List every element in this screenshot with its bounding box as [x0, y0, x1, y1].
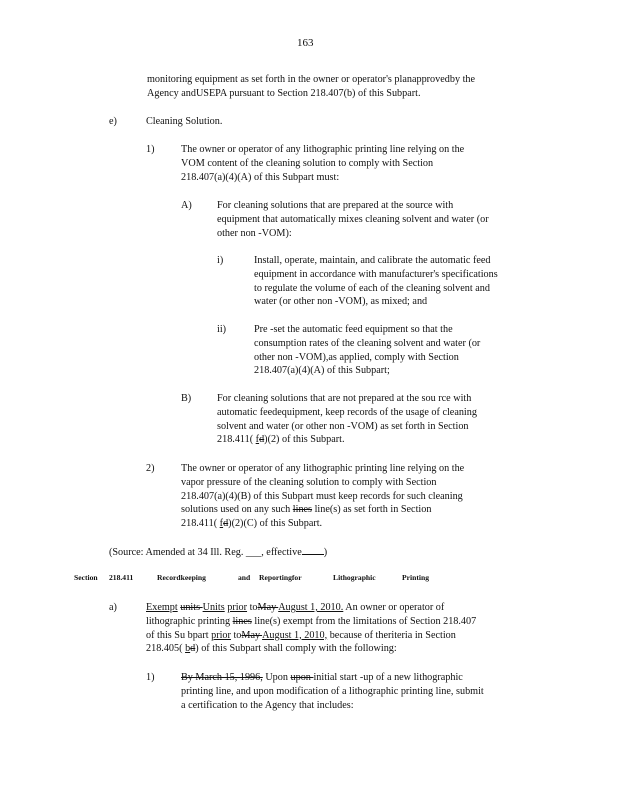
item-ii-label: ii) [217, 324, 227, 335]
text-line: Pre -set the automatic feed equipment so that the [254, 324, 453, 335]
text-line: solvent and water (or other non -VOM) as set forth in Section [217, 420, 469, 432]
paragraph-e-title: Cleaning Solution. [146, 116, 223, 127]
text-line: For cleaning solutions that are prepared at the source with [217, 200, 454, 211]
deleted-text: upon [290, 672, 314, 683]
text-line [146, 642, 476, 656]
deleted-text: By March 15, 1996, [181, 672, 263, 683]
subsection-a1-label: 1) [146, 672, 155, 683]
text-line [217, 433, 477, 447]
text-run: )(2) of this Subpart. [264, 434, 345, 446]
inserted-text: f [255, 434, 260, 446]
paragraph-a-label: a) [109, 602, 117, 613]
text-line: other non -VOM),as applied, comply with Section [254, 351, 459, 363]
intro-paragraph [147, 73, 475, 101]
paragraph-a-text [146, 601, 476, 656]
inserted-text: August 1, 2010, [262, 629, 328, 641]
text-line [181, 517, 464, 531]
deleted-text: May [257, 602, 279, 613]
text-line [146, 601, 476, 615]
text-line: other non -VOM): [217, 227, 292, 239]
text-run: to [247, 602, 258, 613]
source-text: (Source: Amended at 34 Ill. Reg. ___, effective [109, 547, 302, 558]
text-run: line(s) as set forth in Section [312, 504, 432, 516]
text-line [181, 503, 464, 517]
text-run: initial start -up of a new lithographic [313, 672, 463, 683]
text-run: because of theriteria in Section [327, 629, 456, 641]
text-line [181, 671, 484, 685]
text-line: 218.407(a)(4)(A) of this Subpart; [254, 365, 390, 377]
subsection-2-text [181, 462, 464, 531]
section-title-word: Printing [402, 573, 430, 582]
text-line [146, 629, 476, 643]
text-line: a certification to the Agency that includes: [181, 699, 354, 711]
inserted-text: August 1, 2010. [278, 602, 344, 613]
date-blank [302, 545, 324, 555]
section-label: Section [74, 573, 98, 582]
text-line [146, 615, 476, 629]
text-run: to [230, 629, 242, 641]
text-line: monitoring equipment as set forth in the owner or operator's planapprovedby the [147, 74, 476, 85]
inserted-text: Units [202, 602, 225, 613]
subsection-2-label: 2) [146, 463, 155, 474]
deleted-text: d [223, 518, 229, 530]
text-line: equipment in accordance with manufacturer's specifications [254, 268, 498, 280]
deleted-text: lines [232, 615, 252, 627]
text-line: to regulate the volume of each of the cleaning solvent and [254, 282, 490, 294]
paragraph-e-label: e) [109, 116, 117, 127]
text-line: VOM content of the cleaning solution to comply with Section [181, 157, 434, 169]
text-line: For cleaning solutions that are not prepared at the sou rce with [217, 393, 472, 404]
subsection-B-label: B) [181, 393, 192, 404]
section-title-word: Recordkeeping [157, 573, 206, 582]
deleted-text: May [241, 629, 263, 641]
text-run: 218.411( [181, 518, 220, 530]
subsection-1-text [181, 143, 464, 184]
text-run: 218.411( [217, 434, 256, 446]
subsection-1-label: 1) [146, 144, 155, 155]
section-title-word: Lithographic [333, 573, 376, 582]
text-line: consumption rates of the cleaning solvent and water (or [254, 337, 481, 349]
text-line: 218.407(a)(4)(B) of this Subpart must keep records for such cleaning [181, 490, 463, 502]
text-run: ) of this Subpart shall comply with the following: [195, 643, 397, 655]
text-line: water (or other non -VOM), as mixed; and [254, 296, 428, 308]
subsection-B-text [217, 392, 477, 447]
inserted-text: b [185, 643, 191, 655]
text-line: 218.407(a)(4)(A) of this Subpart must: [181, 171, 340, 183]
text-run: lithographic printing [146, 615, 233, 627]
text-line: The owner or operator of any lithographic printing line relying on the [181, 144, 465, 155]
item-i-text [254, 254, 498, 309]
text-run: 218.405( [146, 643, 186, 655]
text-run: solutions used on any such [181, 504, 293, 516]
text-run: of this Su bpart [146, 629, 212, 641]
text-line: printing line, and upon modification of a lithographic printing line, submit [181, 685, 484, 697]
deleted-text: d [190, 643, 196, 655]
text-run: line(s) exempt from the limitations of Section 218.407 [251, 615, 477, 627]
deleted-text: units [180, 602, 203, 613]
inserted-text: prior [211, 629, 231, 641]
section-title-word: and [238, 573, 251, 582]
text-line: vapor pressure of the cleaning solution to comply with Section [181, 476, 437, 488]
text-line: Install, operate, maintain, and calibrate the automatic feed [254, 255, 491, 266]
inserted-text: prior [227, 602, 248, 613]
section-number: 218.411 [109, 573, 134, 582]
text-line: equipment that automatically mixes cleaning solvent and water (or [217, 213, 489, 225]
deleted-text: d [259, 434, 265, 446]
subsection-A-label: A) [181, 200, 192, 211]
subsection-a1-text [181, 671, 484, 712]
item-ii-text [254, 323, 480, 378]
text-line: automatic feedequipment, keep records of the usage of cleaning [217, 406, 477, 418]
page-number: 163 [297, 37, 314, 49]
item-i-label: i) [217, 255, 224, 266]
text-run: )(2)(C) of this Subpart. [228, 518, 323, 530]
text-line: The owner or operator of any lithographic printing line relying on the [181, 463, 465, 474]
inserted-text: f [219, 518, 224, 530]
text-line: Agency andUSEPA pursuant to Section 218.407(b) of this Subpart. [147, 87, 421, 99]
text-run: An owner or operator of [343, 602, 445, 613]
deleted-text: lines [292, 504, 313, 516]
subsection-A-text [217, 199, 489, 240]
text-run: Upon [262, 672, 291, 683]
section-title-word: Reportingfor [259, 573, 302, 582]
inserted-text: Exempt [146, 602, 178, 613]
source-note: (Source: Amended at 34 Ill. Reg. ___, effective ) [109, 547, 328, 558]
